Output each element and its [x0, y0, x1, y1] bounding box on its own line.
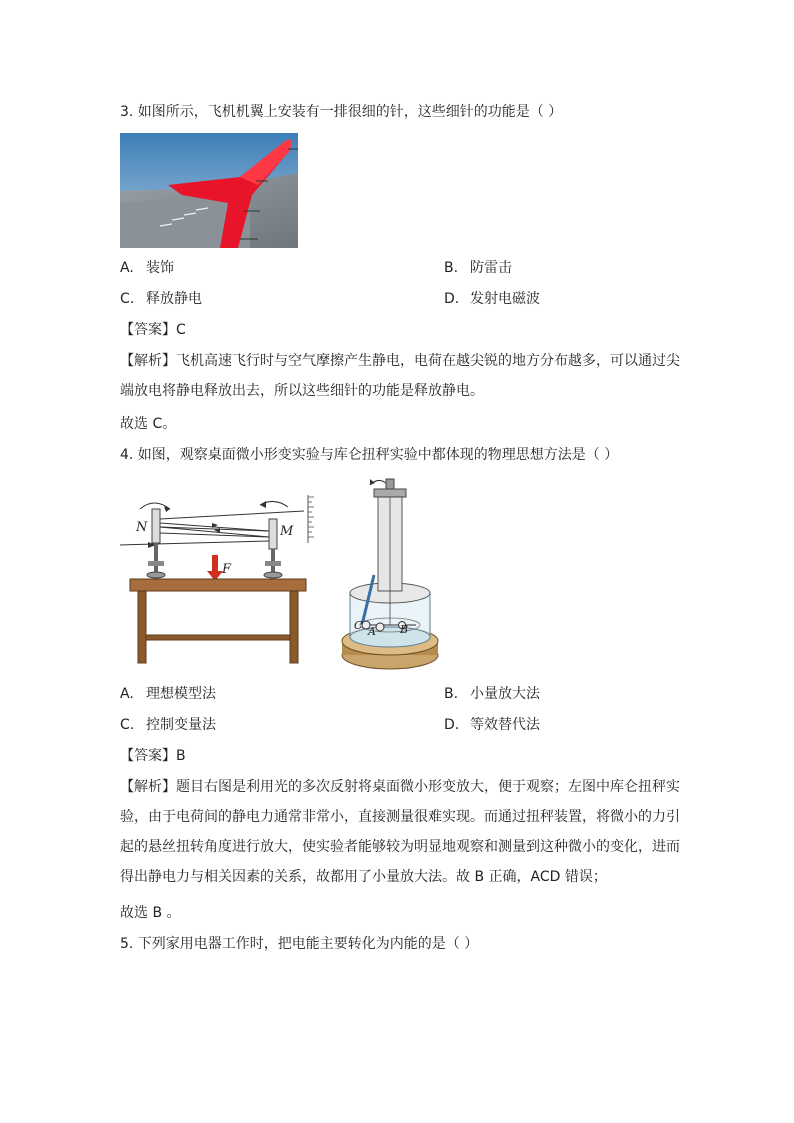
- label-m: M: [280, 524, 294, 539]
- q4-conclusion: 故选 B 。: [120, 905, 181, 921]
- coulomb-torsion-balance-diagram: [340, 475, 440, 672]
- q3-option-d: D. 发射电磁波: [444, 291, 540, 307]
- airplane-wing-photo: [120, 133, 298, 248]
- label-f: F: [222, 562, 232, 577]
- q4-option-c: C. 控制变量法: [120, 717, 216, 733]
- q3-conclusion: 故选 C。: [120, 416, 177, 432]
- q4-option-a: A. 理想模型法: [120, 686, 216, 702]
- q3-option-a: A. 装饰: [120, 260, 174, 276]
- q4-analysis: 【解析】题目右图是利用光的多次反射将桌面微小形变放大，便于观察；左图中库仑扭秤实验，由于电荷间的静电力通常非常小，直接测量很难实现。而通过扭秤装置，将微小的力引起的悬丝扭转角度进行放大，使实验者能够较为明显地观察和测量到这种微小的变化，进而得出静电力与相关因素的关系，故都用了小量放大法。故 B 正确，ACD 错误；: [120, 779, 680, 885]
- q3-option-c: C. 释放静电: [120, 291, 202, 307]
- q4-answer: 【答案】B: [120, 748, 186, 764]
- label-n: N: [136, 520, 148, 535]
- q4-option-b: B. 小量放大法: [444, 686, 540, 702]
- q3-answer: 【答案】C: [120, 322, 186, 338]
- q3-option-b: B. 防雷击: [444, 260, 512, 276]
- q4-option-d: D. 等效替代法: [444, 717, 540, 733]
- q3-stem: 3. 如图所示，飞机机翼上安装有一排很细的针，这些细针的功能是（ ）: [120, 104, 563, 120]
- desk-deformation-diagram: [118, 487, 318, 665]
- label-b: B: [400, 623, 409, 636]
- label-a: A: [368, 625, 376, 638]
- q3-analysis: 【解析】飞机高速飞行时与空气摩擦产生静电，电荷在越尖锐的地方分布越多，可以通过尖端放电将静电释放出去，所以这些细针的功能是释放静电。: [120, 353, 680, 399]
- q4-stem: 4. 如图，观察桌面微小形变实验与库仑扭秤实验中都体现的物理思想方法是（ ）: [120, 447, 619, 463]
- q5-stem: 5. 下列家用电器工作时，把电能主要转化为内能的是（ ）: [120, 936, 479, 952]
- label-c: C: [354, 619, 363, 632]
